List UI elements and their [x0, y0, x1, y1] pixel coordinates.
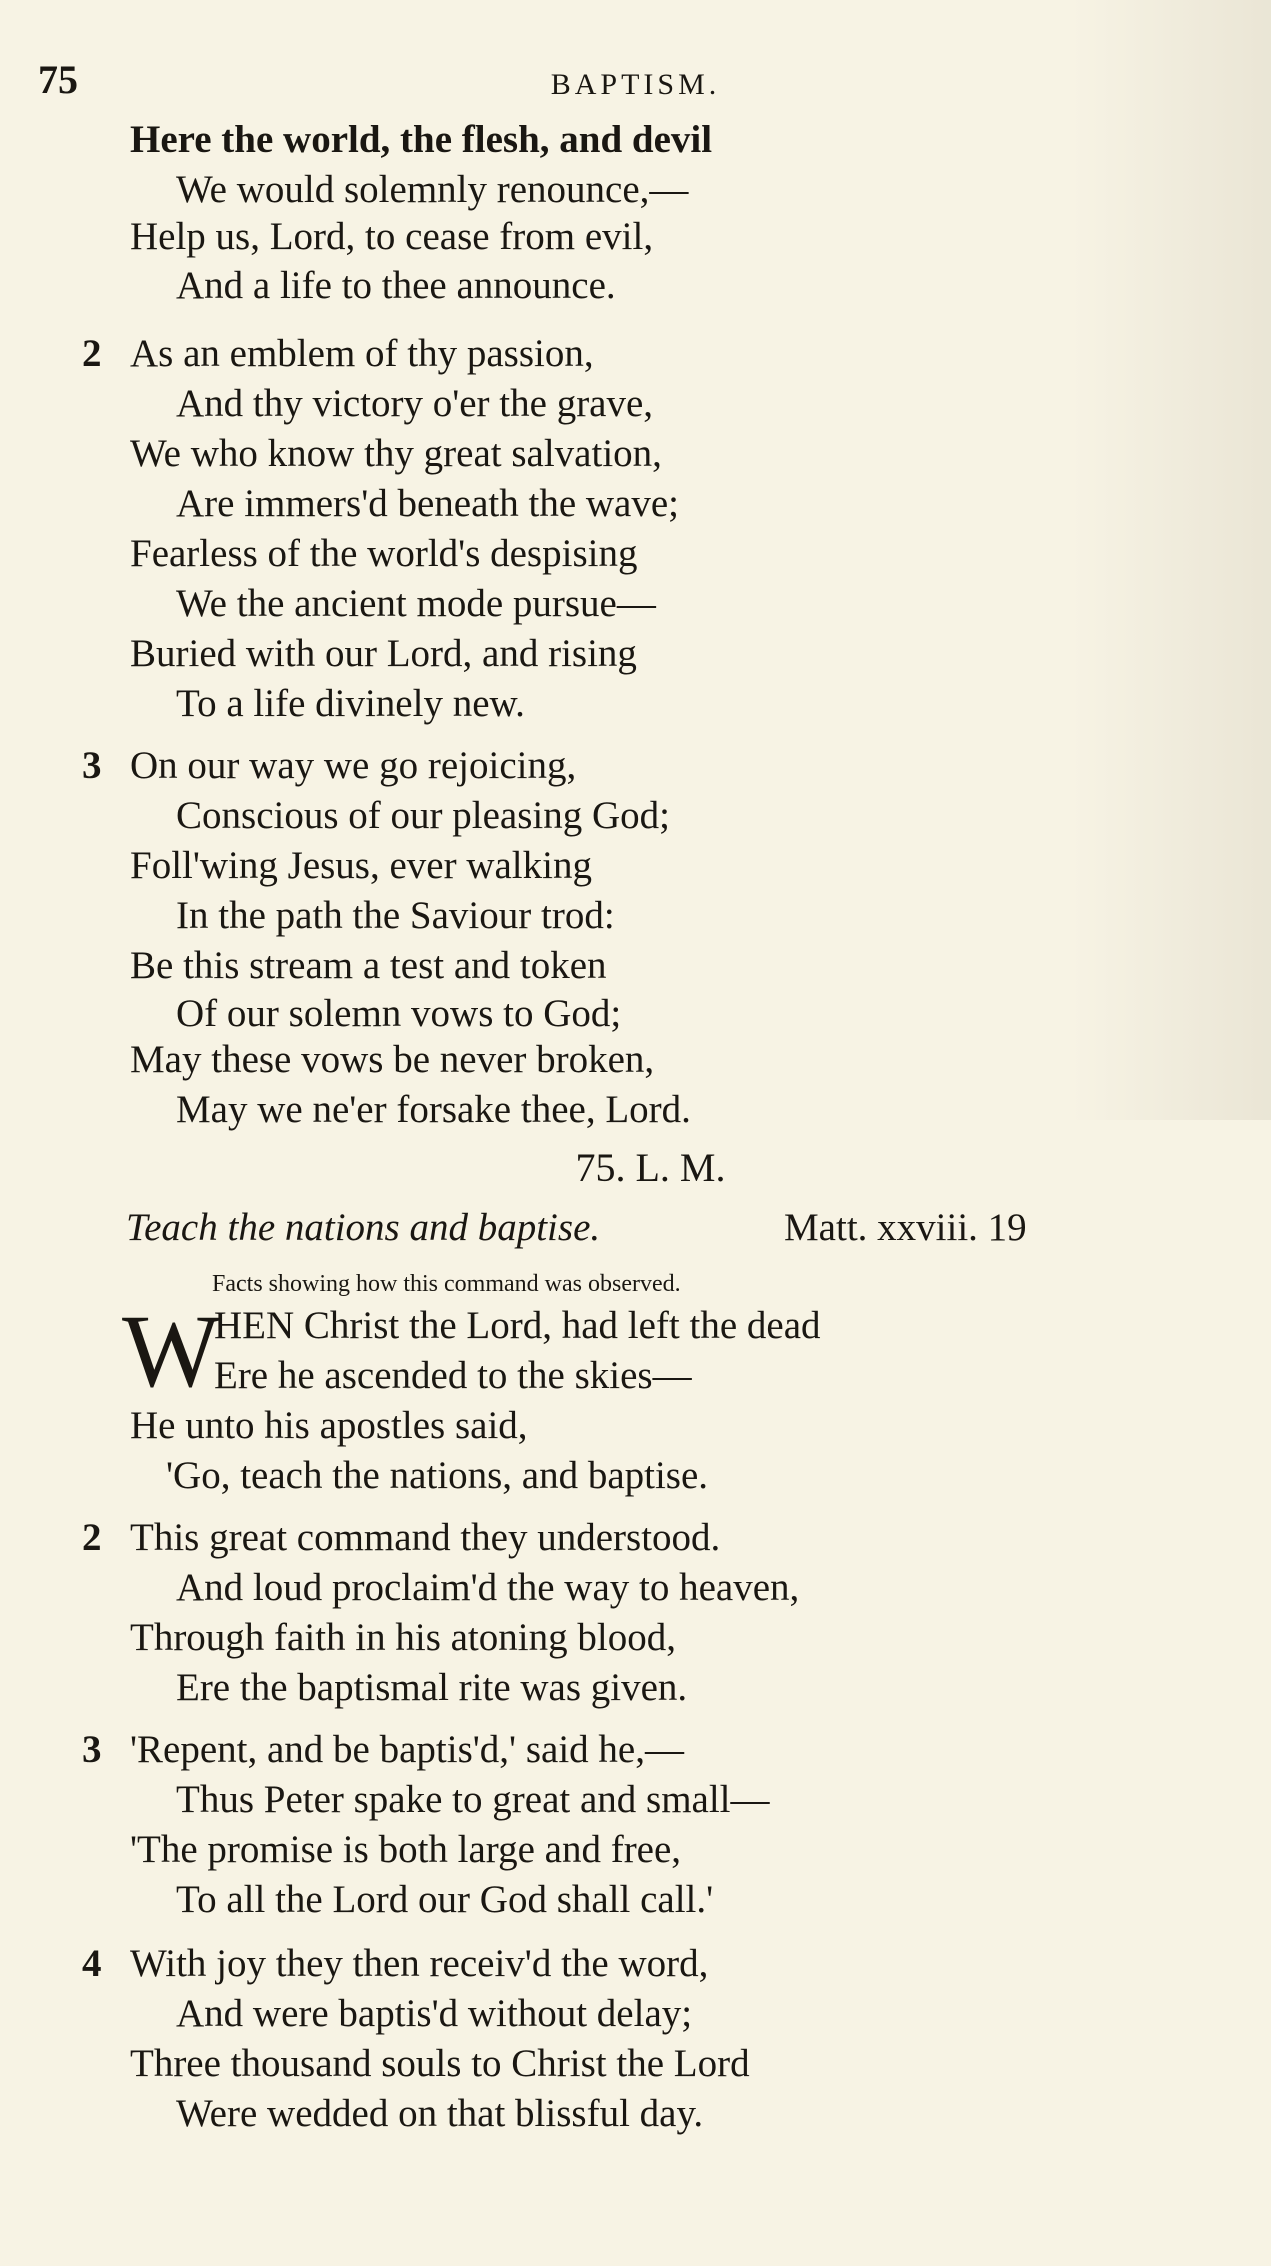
stanza-number: 2: [82, 1516, 102, 1559]
verse-line: Ere he ascended to the skies—: [214, 1354, 692, 1397]
drop-cap: W: [122, 1294, 221, 1409]
verse-line: And loud proclaim'd the way to heaven,: [176, 1566, 800, 1609]
verse-line: Thus Peter spake to great and small—: [176, 1778, 770, 1821]
verse-line-text: Here the world, the flesh, and devil: [130, 118, 713, 161]
stanza-number: 4: [82, 1942, 102, 1985]
verse-line: Be this stream a test and token: [130, 944, 607, 987]
verse-line: To a life divinely new.: [176, 682, 525, 725]
verse-line: And were baptis'd without delay;: [176, 1992, 693, 2035]
verse-line: We who know thy great salvation,: [130, 432, 662, 475]
stanza-number: 3: [82, 744, 102, 787]
verse-line: Foll'wing Jesus, ever walking: [130, 844, 592, 887]
scripture-reference: Matt. xxviii. 19: [784, 1206, 1027, 1249]
verse-line: Are immers'd beneath the wave;: [176, 482, 680, 525]
verse-line: And thy victory o'er the grave,: [176, 382, 654, 425]
hymn-subtitle: Teach the nations and baptise.: [126, 1206, 601, 1249]
verse-line: He unto his apostles said,: [130, 1404, 528, 1447]
verse-line: HEN Christ the Lord, had left the dead: [214, 1304, 821, 1347]
verse-line: [130, 120, 712, 159]
verse-line: Three thousand souls to Christ the Lord: [130, 2042, 750, 2085]
hymn-number-meter: 75. L. M.: [575, 1145, 726, 1190]
facing-page-bleed: [1071, 0, 1271, 1120]
stanza-number: 3: [82, 1728, 102, 1771]
verse-line: 'Repent, and be baptis'd,' said he,—: [130, 1728, 684, 1771]
verse-line: Were wedded on that blissful day.: [176, 2092, 704, 2135]
verse-line: May these vows be never broken,: [130, 1038, 655, 1081]
verse-line: Conscious of our pleasing God;: [176, 794, 670, 837]
verse-line: This great command they understood.: [130, 1516, 721, 1559]
verse-line: On our way we go rejoicing,: [130, 744, 577, 787]
verse-line: In the path the Saviour trod:: [176, 894, 615, 937]
verse-line: Buried with our Lord, and rising: [130, 632, 637, 675]
verse-line: With joy they then receiv'd the word,: [130, 1942, 709, 1985]
stanza-number: 2: [82, 332, 102, 375]
verse-line: Of our solemn vows to God;: [176, 992, 622, 1035]
verse-line: 'The promise is both large and free,: [130, 1828, 682, 1871]
verse-line: Help us, Lord, to cease from evil,: [130, 215, 654, 258]
verse-line: Fearless of the world's despising: [130, 532, 638, 575]
verse-line: Through faith in his atoning blood,: [130, 1616, 676, 1659]
verse-line: 'Go, teach the nations, and baptise.: [166, 1454, 709, 1497]
hymn-note: Facts showing how this command was observed.: [212, 1271, 681, 1297]
verse-line: And a life to thee announce.: [176, 264, 616, 307]
verse-line: May we ne'er forsake thee, Lord.: [176, 1088, 691, 1131]
verse-line: Ere the baptismal rite was given.: [176, 1666, 688, 1709]
verse-line: We the ancient mode pursue—: [176, 582, 656, 625]
running-title: BAPTISM.: [550, 68, 721, 101]
verse-line: We would solemnly renounce,—: [176, 168, 689, 211]
page-number: 75: [38, 57, 78, 102]
verse-line: As an emblem of thy passion,: [130, 332, 594, 375]
verse-line: To all the Lord our God shall call.': [176, 1878, 714, 1921]
